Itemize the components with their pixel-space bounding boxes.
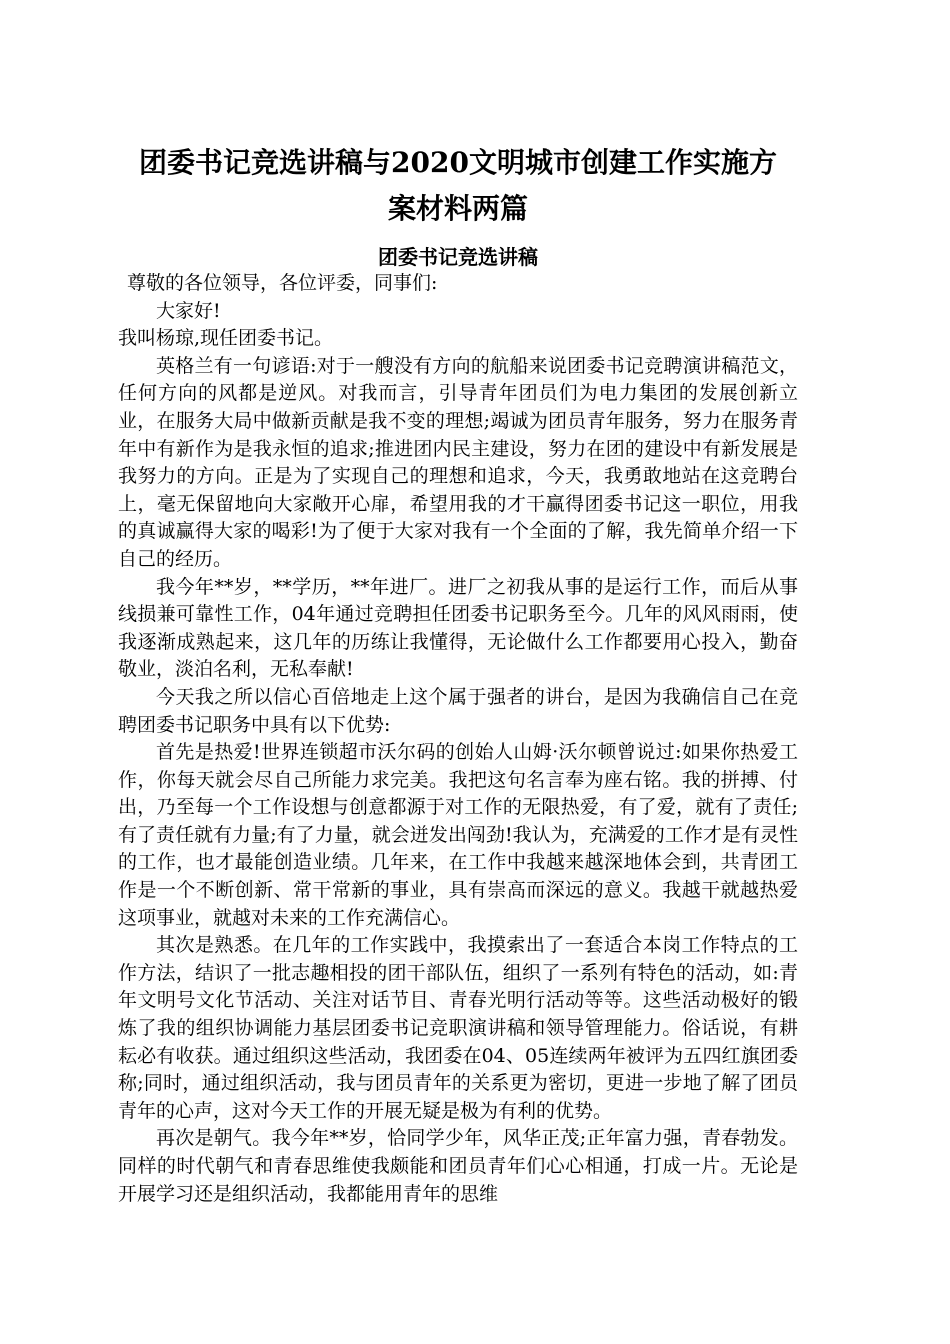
document-page	[118, 140, 798, 1208]
document-title-line-1: 团委书记竞选讲稿与2020文明城市创建工作实施方	[139, 146, 777, 179]
paragraph: 其次是熟悉。在几年的工作实践中，我摸索出了一套适合本岗工作特点的工作方法，结识了一批志趣相投的团干部队伍，组织了一系列有特色的活动，如:青年文明号文化节活动、关注对话节目、青春光明行活动等等。这些活动极好的锻炼了我的组织协调能力基层团委书记竞职演讲稿和领导管理能力。俗话说，有耕耘必有收获。通过组织这些活动，我团委在04、05连续两年被评为五四红旗团委称;同时，通过组织活动，我与团员青年的关系更为密切，更进一步地了解了团员青年的心声，这对今天工作的开展无疑是极为有利的优势。	[118, 934, 798, 1122]
paragraph: 首先是热爱!世界连锁超市沃尔码的创始人山姆·沃尔顿曾说过:如果你热爱工作，你每天就会尽自己所能力求完美。我把这句名言奉为座右铭。我的拼搏、付出，乃至每一个工作设想与创意都源于对工作的无限热爱，有了爱，就有了责任;有了责任就有力量;有了力量，就会迸发出闯劲!我认为，充满爱的工作才是有灵性的工作，也才最能创造业绩。几年来，在工作中我越来越深地体会到，共青团工作是一个不断创新、常干常新的事业，具有崇高而深远的意义。我越干就越热爱这项事业，就越对未来的工作充满信心。	[118, 741, 798, 929]
paragraph: 再次是朝气。我今年**岁，恰同学少年，风华正茂;正年富力强，青春勃发。同样的时代朝气和青春思维使我颇能和团员青年们心心相通，打成一片。无论是开展学习还是组织活动，我都能用青年的思维	[118, 1127, 798, 1205]
paragraph: 英格兰有一句谚语:对于一艘没有方向的航船来说团委书记竞聘演讲稿范文，任何方向的风都是逆风。对我而言，引导青年团员们为电力集团的发展创新立业，在服务大局中做新贡献是我不变的理想;竭诚为团员青年服务，努力在服务青年中有新作为是我永恒的追求;推进团内民主建设，努力在团的建设中有新发展是我努力的方向。正是为了实现自己的理想和追求，今天，我勇敢地站在这竞聘台上，毫无保留地向大家敞开心扉，希望用我的才干赢得团委书记这一职位，用我的真诚赢得大家的喝彩!为了便于大家对我有一个全面的了解，我先简单介绍一下自己的经历。	[118, 354, 798, 570]
salutation: 尊敬的各位领导，各位评委，同事们:	[127, 272, 438, 294]
self-introduction: 我叫杨琼,现任团委书记。	[118, 327, 334, 350]
paragraph: 我今年**岁，**学历，**年进厂。进厂之初我从事的是运行工作，而后从事线损兼可靠性工作，04年通过竞聘担任团委书记职务至今。几年的风风雨雨，使我逐渐成熟起来，这几年的历练让我懂得，无论做什么工作都要用心投入，勤奋敬业，淡泊名利，无私奉献!	[118, 575, 798, 681]
document-title-line-2: 案材料两篇	[387, 192, 528, 225]
paragraph: 今天我之所以信心百倍地走上这个属于强者的讲台，是因为我确信自己在竞聘团委书记职务中具有以下优势:	[118, 685, 798, 736]
greeting: 大家好!	[156, 299, 221, 322]
section-title: 团委书记竞选讲稿	[378, 245, 538, 269]
document-title	[118, 140, 798, 232]
